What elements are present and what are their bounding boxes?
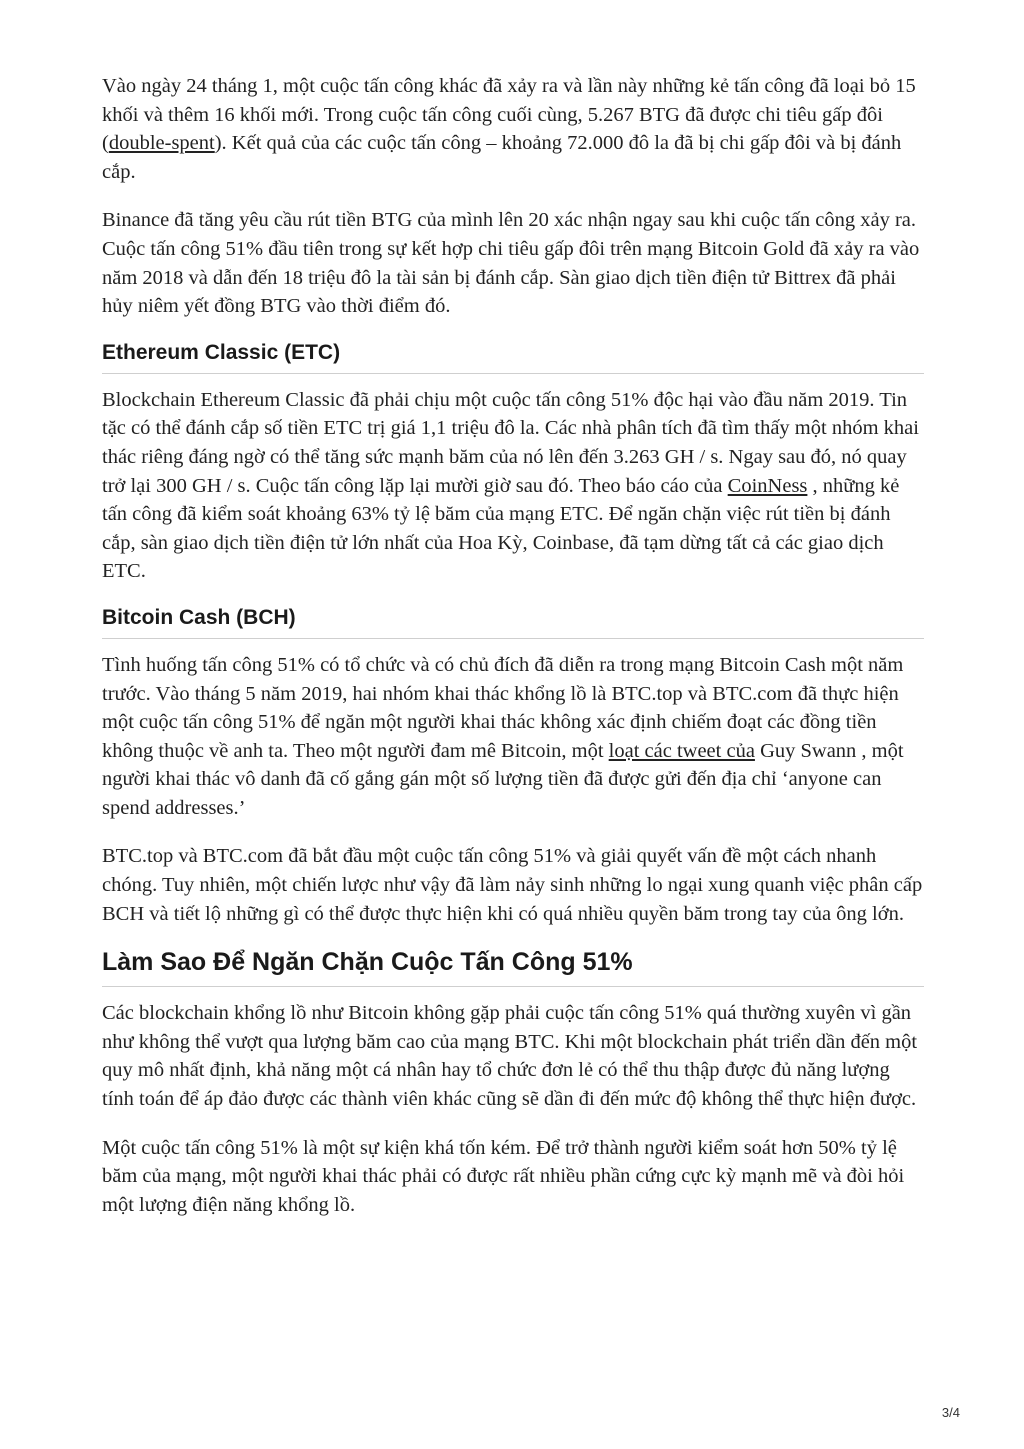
paragraph-large-blockchains: Các blockchain khổng lồ như Bitcoin không gặp phải cuộc tấn công 51% quá thường xuyên vì gần như không thể vượt qua lượng băm cao của mạng BTC. Khi một blockchain phát triển dần đến một quy mô nhất định, khả năng một cá nhân hay tổ chức đơn lẻ có thể thu thập được đủ năng lượng tính toán để áp đảo được các thành viên khác cũng sẽ dần đi đến mức độ không thể thực hiện được.	[102, 1002, 918, 1111]
coinness-link[interactable]: CoinNess	[727, 474, 808, 497]
heading-ethereum-classic: Ethereum Classic (ETC)	[102, 341, 924, 374]
heading-bitcoin-cash: Bitcoin Cash (BCH)	[102, 606, 924, 639]
paragraph-attack-cost: Một cuộc tấn công 51% là một sự kiện khá tốn kém. Để trở thành người kiểm soát hơn 50% tỷ lệ băm của mạng, một người khai thác phải có được rất nhiều phần cứng cực kỳ mạnh mẽ và đòi hỏi một lượng điện năng khổng lồ.	[102, 1136, 905, 1216]
paragraph-etc-attack	[102, 386, 924, 586]
paragraph-text: ). Kết quả của các cuộc tấn công – khoảng 72.000 đô la đã bị chi gấp đôi và bị đánh cắp.	[102, 132, 902, 183]
paragraph-btg-attack	[102, 72, 924, 186]
heading-prevent-attack: Làm Sao Để Ngăn Chặn Cuộc Tấn Công 51%	[102, 948, 924, 987]
paragraph-bch-response: BTC.top và BTC.com đã bắt đầu một cuộc tấn công 51% và giải quyết vấn đề một cách nhanh chóng. Tuy nhiên, một chiến lược như vậy đã làm nảy sinh những lo ngại xung quanh việc phân cấp BCH và tiết lộ những gì có thể được thực hiện khi có quá nhiều quyền băm trong tay của ông lớn.	[102, 845, 923, 925]
paragraph-text: , những kẻ tấn công đã kiểm soát khoảng 63% tỷ lệ băm của mạng ETC. Để ngăn chặn việc rút tiền bị đánh cắp, sàn giao dịch tiền điện tử lớn nhất của Hoa Kỳ, Coinbase, đã tạm dừng tất cả các giao dịch ETC.	[102, 474, 900, 583]
paragraph-text: Blockchain Ethereum Classic đã phải chịu một cuộc tấn công 51% độc hại vào đầu năm 2019. Tin tặc có thể đánh cắp số tiền ETC trị giá 1,1 triệu đô la. Các nhà phân tích đã tìm thấy một nhóm khai thác riêng đáng ngờ có thể tăng sức mạnh băm của nó lên đến 3.263 GH / s. Ngay sau đó, nó quay trở lại 300 GH / s. Cuộc tấn công lặp lại mười giờ sau đó. Theo báo cáo của	[102, 388, 919, 497]
article-body	[102, 72, 924, 1239]
paragraph-binance: Binance đã tăng yêu cầu rút tiền BTG của mình lên 20 xác nhận ngay sau khi cuộc tấn công xảy ra. Cuộc tấn công 51% đầu tiên trong sự kết hợp chi tiêu gấp đôi trên mạng Bitcoin Gold đã xảy ra vào năm 2018 và dẫn đến 18 triệu đô la tài sản bị đánh cắp. Sàn giao dịch tiền điện tử Bittrex đã phải hủy niêm yết đồng BTG vào thời điểm đó.	[102, 209, 920, 318]
page-number: 3/4	[941, 1405, 960, 1420]
paragraph-text: Guy Swann , một người khai thác vô danh đã cố gắng gán một số lượng tiền đã được gửi đến địa chỉ ‘anyone can spend addresses.’	[102, 739, 904, 819]
paragraph-bch-attack	[102, 651, 924, 823]
paragraph-text: Tình huống tấn công 51% có tổ chức và có chủ đích đã diễn ra trong mạng Bitcoin Cash một năm trước. Vào tháng 5 năm 2019, hai nhóm khai thác khổng lồ là BTC.top và BTC.com đã thực hiện một cuộc tấn công 51% để ngăn một người khai thác không xác định chiếm đoạt các đồng tiền không thuộc về anh ta. Theo một người đam mê Bitcoin, một	[102, 653, 904, 762]
tweets-link[interactable]: loạt các tweet của	[608, 739, 755, 762]
double-spent-link[interactable]: double-spent	[108, 132, 215, 155]
paragraph-text: Vào ngày 24 tháng 1, một cuộc tấn công khác đã xảy ra và lần này những kẻ tấn công đã loại bỏ 15 khối và thêm 16 khối mới. Trong cuộc tấn công cuối cùng, 5.267 BTG đã được chi tiêu gấp đôi (	[102, 75, 916, 155]
